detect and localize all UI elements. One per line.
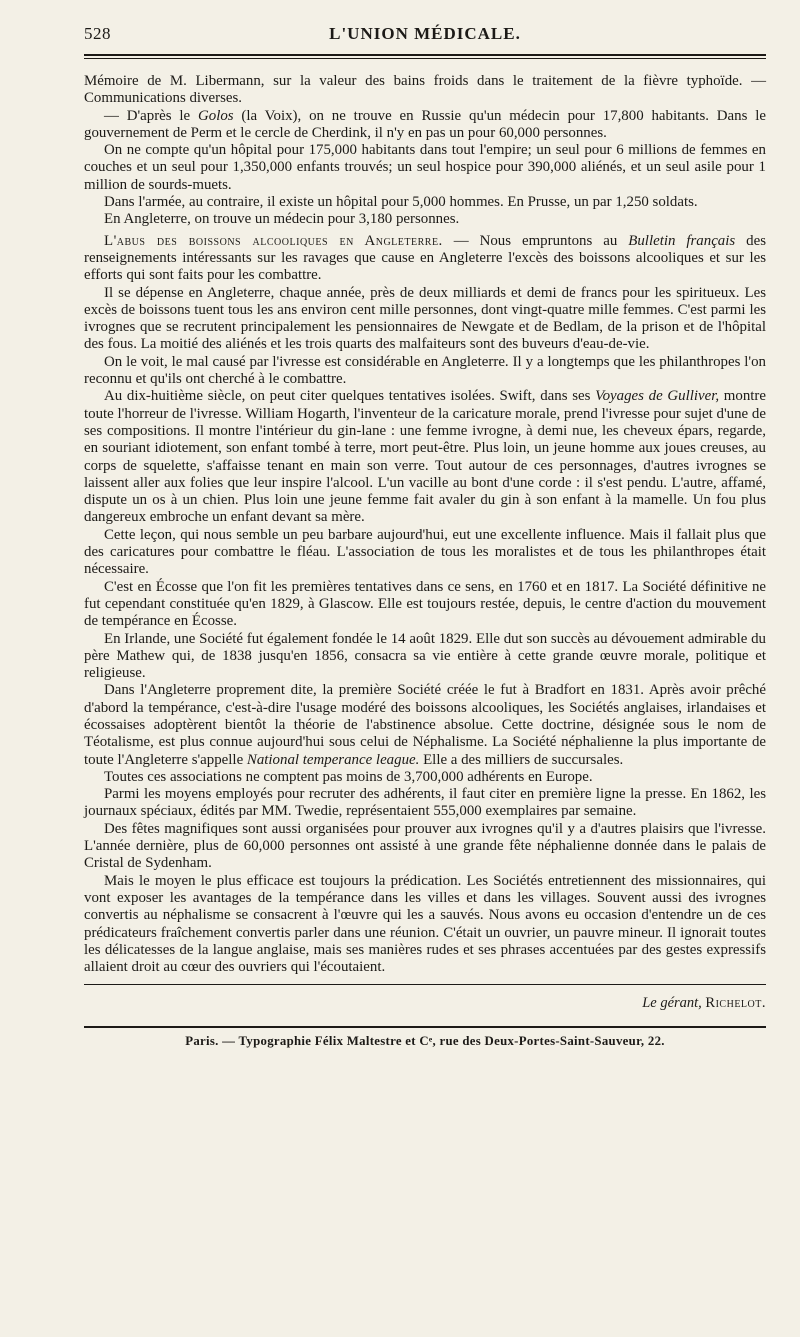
footer-rule	[84, 1026, 766, 1028]
paragraph	[84, 873, 766, 977]
publication-title: Bulletin français	[628, 232, 736, 249]
paragraph	[84, 108, 766, 143]
paragraph-text: (la Voix), on ne trouve en Russie qu'un médecin pour 17,800 habitants. Dans le gouvernement de Perm et le cercle de Cherdink, il n'y en pas un pour 60,000 personnes.	[84, 107, 766, 141]
paragraph-text: Elle a des milliers de succursales.	[419, 751, 624, 768]
paragraph-text: — Nous empruntons au	[442, 232, 629, 249]
signature-name: Richelot.	[705, 995, 766, 1012]
paragraph	[84, 354, 766, 389]
paragraph	[84, 142, 766, 194]
article-body	[84, 73, 766, 976]
paragraph-text: Parmi les moyens employés pour recruter des adhérents, il faut citer en première ligne la presse. En 1862, les journaux spéciaux, édités par MM. Twedie, représentaient 555,000 exemplaires par semaine.	[84, 786, 766, 820]
paragraph-text: En Irlande, une Société fut également fondée le 14 août 1829. Elle dut son succès au dévouement admirable du père Mathew qui, de 1838 jusqu'en 1856, consacra sa vie entière à cette grande œuvre morale, politique et religieuse.	[84, 630, 766, 682]
newspaper-title: Golos	[198, 107, 234, 124]
signature-line	[84, 984, 766, 1012]
paragraph-text: Cette leçon, qui nous semble un peu barbare aujourd'hui, eut une excellente influence. Mais il fallait plus que des caricatures pour combattre le fléau. L'association de tous les moralistes et de tous les philanthropes était nécessaire.	[84, 526, 766, 578]
paragraph	[84, 73, 766, 108]
paragraph-text: On ne compte qu'un hôpital pour 175,000 habitants dans tout l'empire; un seul pour 6 millions de femmes en couches et un seul pour 1,350,000 enfants trouvés; un seul hospice pour 390,000 aliénés, et un seul asile pour 1 million de sourds-muets.	[84, 142, 766, 193]
paragraph-text: des renseignements intéressants sur les ravages que cause en Angleterre l'excès des boissons alcooliques et sur les efforts qui sont faits pour les combattre.	[84, 232, 766, 284]
paragraph	[84, 821, 766, 873]
paragraph	[84, 579, 766, 631]
paragraph	[84, 285, 766, 354]
paragraph-text: Au dix-huitième siècle, on peut citer quelques tentatives isolées. Swift, dans ses	[104, 388, 596, 405]
paragraph	[84, 631, 766, 683]
paragraph	[84, 211, 766, 228]
section-heading: L'abus des boissons alcooliques en Angleterre.	[104, 232, 443, 249]
paragraph-text: Il se dépense en Angleterre, chaque année, près de deux milliards et demi de francs pour les spiritueux. Les excès de boissons tuent tous les ans environ cent mille personnes, dont vingt-quatre mille femmes. C'est parmi les ivrognes que se recrutent principalement les pensionnaires de Newgate et de Bedlam, de la prison et de l'hôpital des fous. La moitié des aliénés et les trois quarts des malfaiteurs sont des buveurs d'eau-de-vie.	[84, 284, 766, 353]
book-title: Voyages de Gulliver,	[595, 388, 720, 405]
society-name: National temperance league.	[246, 751, 420, 768]
paragraph-text: — D'après le	[104, 107, 198, 124]
paragraph	[84, 527, 766, 579]
page-header	[84, 18, 766, 48]
paragraph-text: montre toute l'horreur de l'ivresse. William Hogarth, l'inventeur de la caricature morale, prend l'ivresse pour sujet d'une de ses compositions. Il montre l'intérieur du gin-lane : une femme ivrogne, à demi nue, les cheveux épars, regarde, en souriant idiotement, son enfant tombé à terre, mort peut-être. Plus loin, un jeune homme aux joues creuses, au corps de squelette, s'affaisse tenant en main son verre. Tout autour de ces personnages, d'autres ivrognes se laissent aller aux folies que leur inspire l'alcool. L'un vacille au bont d'une corde : il s'est pendu. L'autre, affamé, dispute un os à un chien. Plus loin une jeune femme fait avaler du gin à son enfant à la mamelle. Un fou plus dangereux embroche un enfant devant sa mère.	[84, 388, 766, 526]
printer-imprint: Paris. — Typographie Félix Maltestre et Cᵉ, rue des Deux-Portes-Saint-Sauveur, 22.	[185, 1034, 665, 1049]
paragraph	[84, 194, 766, 211]
paragraph-text: Mais le moyen le plus efficace est toujours la prédication. Les Sociétés entretiennent des missionnaires, qui vont exposer les avantages de la tempérance dans les villes et dans les villages. Souvent aussi des ivrognes convertis au néphalisme se consacrent à l'œuvre qui les a sauvés. Nous avons eu occasion d'entendre un de ces prédicateurs fraîchement convertis parler dans une réunion. C'était un ouvrier, un pauvre mineur. Il ignorait toutes les délicatesses de la langue anglaise, mais ses manières rudes et ses phrases accentuées par des gestes expressifs allaient droit au cœur des ouvriers qui l'écoutaient.	[84, 872, 766, 976]
paragraph-text: On le voit, le mal causé par l'ivresse est considérable en Angleterre. Il y a longtemps que les philanthropes l'on reconnu et qu'ils ont cherché à le combattre.	[84, 353, 766, 388]
paragraph	[84, 769, 766, 786]
paragraph-text: En Angleterre, on trouve un médecin pour 3,180 personnes.	[104, 211, 460, 228]
paragraph	[84, 786, 766, 821]
journal-title: L'UNION MÉDICALE.	[329, 24, 521, 43]
paragraph-text: Mémoire de M. Libermann, sur la valeur des bains froids dans le traitement de la fièvre typhoïde. — Communications diverses.	[84, 73, 766, 107]
paragraph-text: Dans l'Angleterre proprement dite, la première Société créée le fut à Bradfort en 1831. Après avoir prêché d'abord la tempérance, c'est-à-dire l'usage modéré des boissons alcooliques, les Sociétés anglaises, irlandaises et écossaises adoptèrent bientôt la théorie de l'abstinence absolue. Cette doctrine, désignée sous le nom de Téotalisme, est plus connue aujourd'hui sous celui de Néphalisme. La Société néphalienne la plus importante de toute l'Angleterre s'appelle	[84, 682, 766, 768]
paragraph-text: Toutes ces associations ne comptent pas moins de 3,700,000 adhérents en Europe.	[104, 768, 593, 785]
signature-role: Le gérant,	[642, 995, 702, 1012]
header-rule	[84, 54, 766, 59]
paragraph-text: Dans l'armée, au contraire, il existe un hôpital pour 5,000 hommes. En Prusse, un par 1,250 soldats.	[104, 194, 698, 211]
section-heading-paragraph	[84, 233, 766, 285]
paragraph	[84, 682, 766, 768]
paragraph-text: C'est en Écosse que l'on fit les premières tentatives dans ce sens, en 1760 et en 1817. La Société définitive ne fut cependant constituée qu'en 1829, à Glascow. Elle est toujours restée, depuis, le centre d'action du mouvement de tempérance en Écosse.	[84, 578, 766, 630]
paragraph-text: Des fêtes magnifiques sont aussi organisées pour prouver aux ivrognes qu'il y a d'autres plaisirs que l'ivresse. L'année dernière, plus de 60,000 personnes ont assisté à une grande fête néphalienne donnée dans le palais de Cristal de Sydenham.	[84, 820, 766, 872]
paragraph	[84, 388, 766, 526]
page-number: 528	[84, 24, 111, 43]
